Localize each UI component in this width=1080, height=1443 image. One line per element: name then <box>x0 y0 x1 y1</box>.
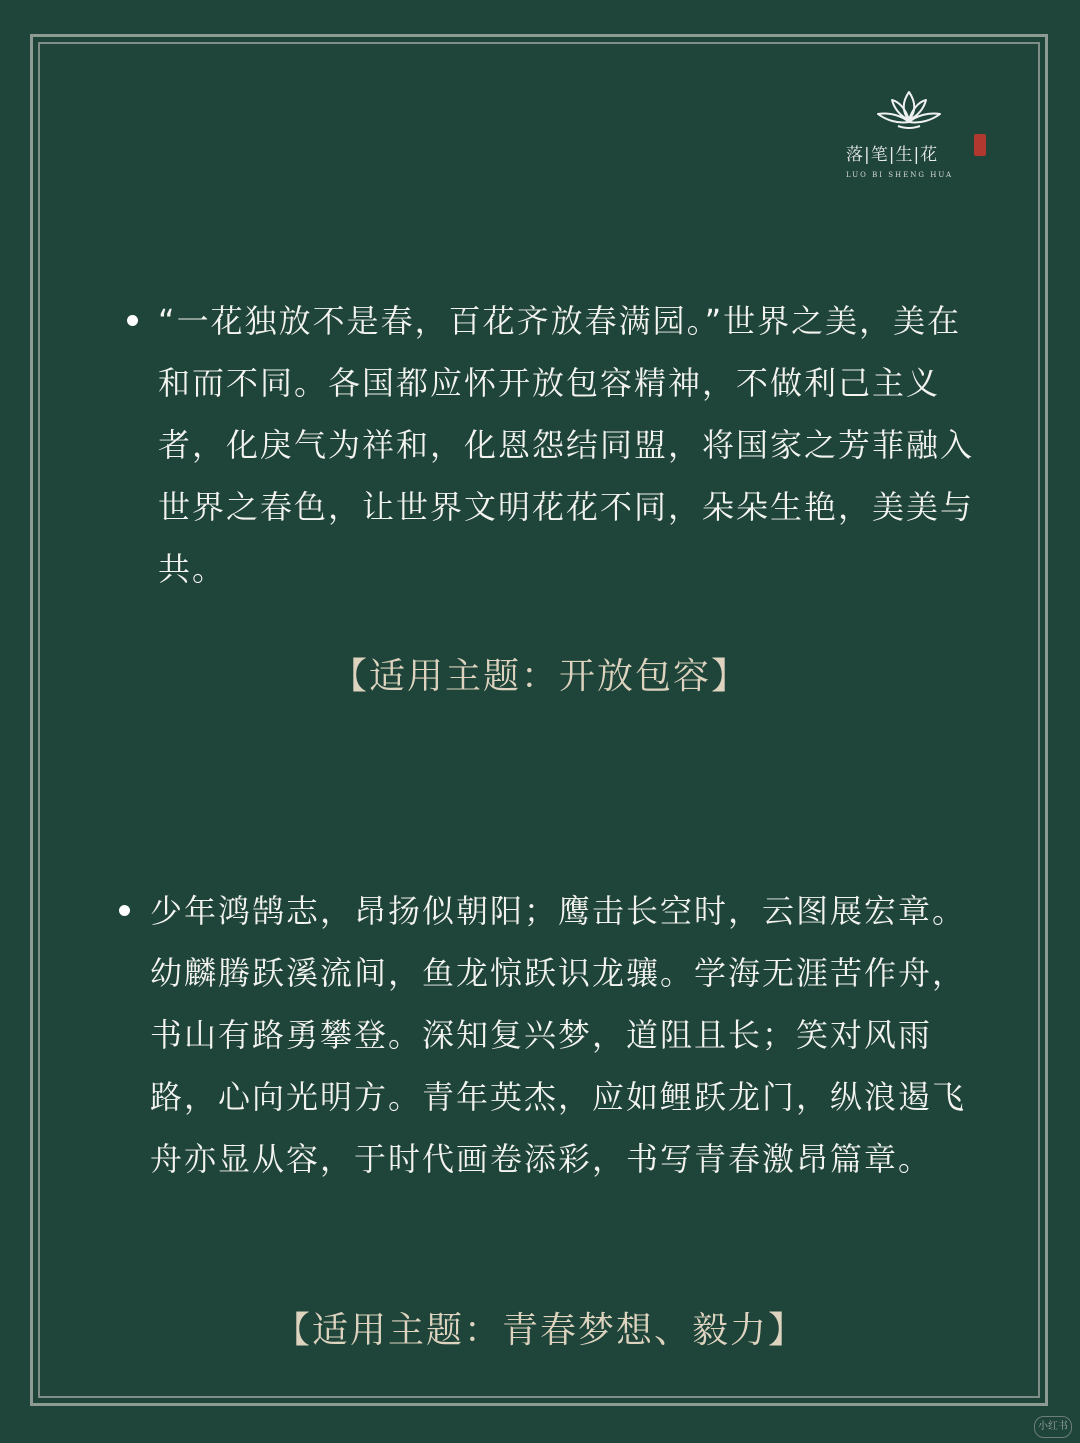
bullet-dot <box>127 315 138 326</box>
logo-pinyin: LUO BI SHENG HUA <box>846 171 954 179</box>
inner-border <box>38 42 1040 1398</box>
logo-chinese-name: 落|笔|生|花 <box>846 145 939 165</box>
quote-paragraph-2: 少年鸿鹄志，昂扬似朝阳；鹰击长空时，云图展宏章。幼麟腾跃溪流间，鱼龙惊跃识龙骧。学海无涯苦作舟，书山有路勇攀登。深知复兴梦，道阻且长；笑对风雨路，心向光明方。青年英杰，应如鲤跃龙门，纵浪遏飞舟亦显从容，于时代画卷添彩，书写青春激昂篇章。 <box>150 892 967 1178</box>
quote-paragraph-1: “一花独放不是春，百花齐放春满园。”世界之美，美在和而不同。各国都应怀开放包容精神，不做利己主义者，化戾气为祥和，化恩怨结同盟，将国家之芳菲融入世界之春色，让世界文明花花不同，朵朵生艳，美美与共。 <box>158 302 975 588</box>
red-seal <box>974 134 986 156</box>
bullet-dot <box>119 905 130 916</box>
theme-label-2: 【适用主题：青春梦想、毅力】 <box>273 1310 806 1351</box>
lotus-icon <box>876 88 942 132</box>
theme-label-1: 【适用主题：开放包容】 <box>330 656 749 697</box>
platform-watermark: 小红书 <box>1034 1416 1072 1438</box>
brand-logo <box>842 88 992 183</box>
